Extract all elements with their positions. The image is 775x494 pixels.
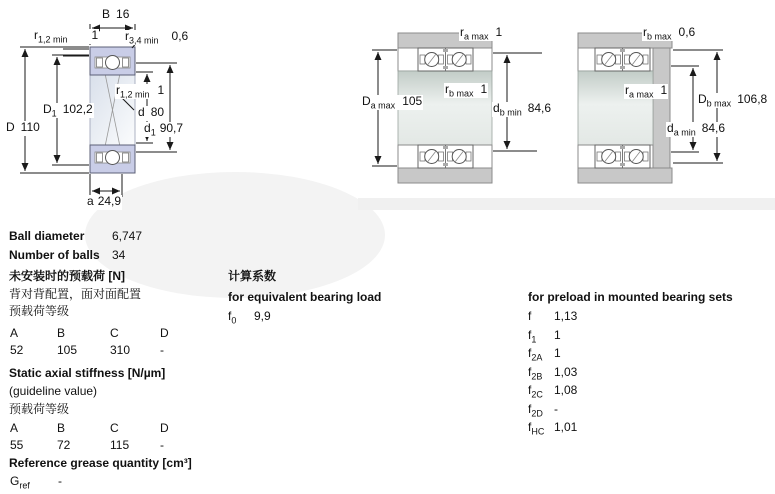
preload-value-row: 52 105 310 - (10, 343, 164, 357)
calc-factors-title: 计算系数 (228, 269, 277, 283)
preload-header-row: A B C D (10, 326, 169, 340)
dim-label-r34: $r_{3,4 min}$ 0,6 (125, 29, 189, 46)
grease-value: - (58, 474, 62, 488)
dim-label-rb-3: $r_{b max}$ 0,6 (643, 25, 696, 42)
factor-row: f 1,13 (528, 309, 578, 323)
factor-row: $f_{2B}$ 1,03 (528, 365, 578, 382)
grease-row: $G_{ref}$ - (10, 474, 62, 491)
dim-label-B: B 16 (101, 8, 130, 23)
stiffness-class-label: 预载荷等级 (9, 402, 70, 416)
dim-label-db: $d_{b min}$ 84,6 (493, 101, 552, 118)
preload-factors-title: for preload in mounted bearing sets (528, 290, 733, 304)
preload-subtitle: 背对背配置，面对面配置 (9, 287, 142, 301)
outer-ring-bottom (90, 145, 135, 173)
f0-row: $f_0$ 9,9 (228, 309, 271, 326)
dim-label-D1: $D_1$ 102,2 (43, 102, 93, 119)
dim-label-Da: $D_{a max}$ 105 (362, 94, 423, 111)
number-of-balls-row (9, 248, 125, 262)
dim-label-d: d 80 (137, 106, 165, 121)
stiffness-header-row: A B C D (10, 421, 169, 435)
number-of-balls-value: 34 (112, 248, 126, 262)
preload-class-label: 预载荷等级 (9, 304, 70, 318)
dim-label-d1: $d_1$ 90,7 (144, 121, 184, 138)
ball-diameter-row (9, 229, 142, 243)
dim-label-a: a 24,9 (86, 195, 122, 210)
factor-row: $f_{2D}$ - (528, 402, 558, 419)
factor-row: $f_{HC}$ 1,01 (528, 420, 578, 437)
grease-title: Reference grease quantity [cm³] (9, 456, 192, 470)
outer-ring-top (90, 47, 135, 75)
dim-label-ra-3: $r_{a max}$ 1 (625, 83, 668, 100)
factor-row: $f_{2C}$ 1,08 (528, 383, 578, 400)
dim-label-Db: $D_{b max}$ 106,8 (698, 92, 768, 109)
dim-label-D: D 110 (5, 121, 41, 136)
equiv-load-title: for equivalent bearing load (228, 290, 382, 304)
stiffness-subtitle: (guideline value) (9, 384, 98, 398)
dim-label-da: $d_{a min}$ 84,6 (667, 121, 726, 138)
stiffness-title: Static axial stiffness [N/µm] (9, 366, 166, 380)
preload-title: 未安装时的预载荷 [N] (9, 269, 125, 283)
ball-diameter-value: 6,747 (112, 229, 143, 243)
ball-diameter-label: Ball diameter (9, 229, 85, 243)
dim-label-ra-2: $r_{a max}$ 1 (460, 25, 503, 42)
factor-row: $f_1$ 1 (528, 328, 561, 345)
stiffness-value-row: 55 72 115 - (10, 438, 164, 452)
dim-label-rb-2: $r_{b max}$ 1 (445, 82, 488, 99)
number-of-balls-label: Number of balls (9, 248, 100, 262)
factor-row: $f_{2A}$ 1 (528, 346, 561, 363)
dim-label-r12-top: $r_{1,2 min}$ 1 (34, 28, 99, 45)
dim-label-r12-mid: $r_{1,2 min}$ 1 (116, 83, 165, 100)
